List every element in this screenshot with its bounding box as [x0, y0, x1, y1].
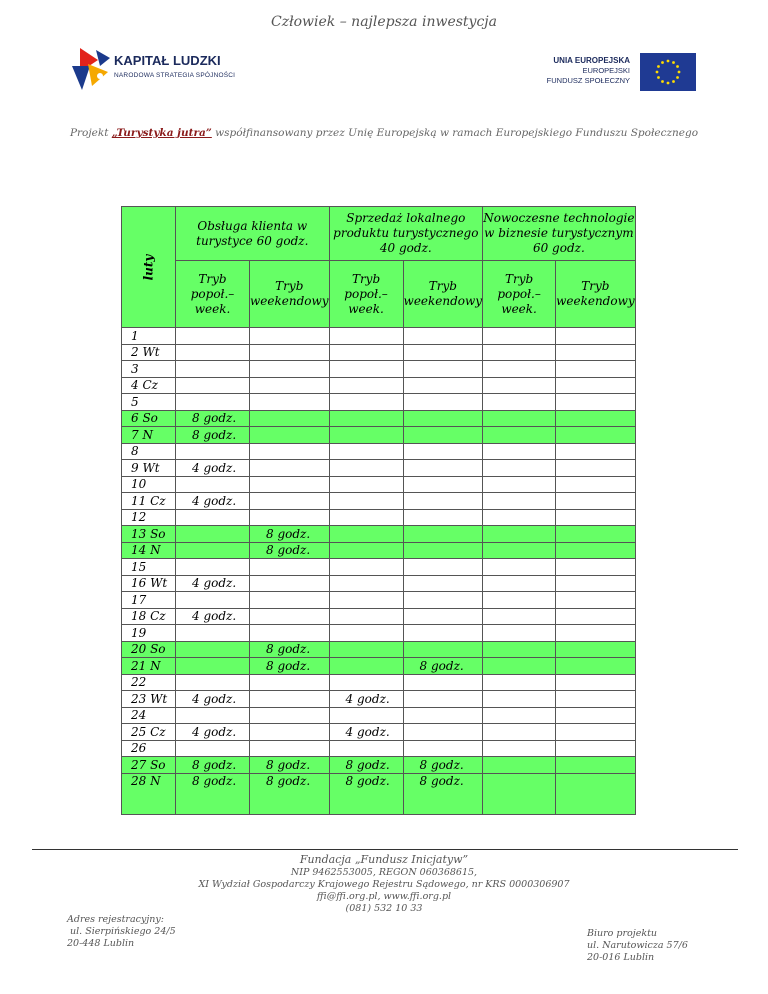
footer-office-address	[587, 928, 688, 964]
footer-reg-address	[67, 914, 176, 950]
schedule-cell	[556, 410, 636, 427]
page-header-title: Człowiek – najlepsza inwestycja	[271, 14, 497, 30]
month-label: luty	[141, 254, 155, 280]
project-line	[0, 127, 768, 139]
schedule-cell	[483, 608, 556, 625]
schedule-cell	[176, 542, 250, 559]
schedule-cell: 8 godz.	[250, 641, 330, 658]
schedule-cell	[556, 542, 636, 559]
schedule-cell	[403, 625, 483, 642]
day-row	[122, 773, 636, 814]
day-label: 4 Cz	[122, 377, 176, 394]
schedule-cell	[483, 427, 556, 444]
schedule-cell	[483, 509, 556, 526]
schedule-cell	[556, 526, 636, 543]
schedule-cell	[483, 740, 556, 757]
schedule-cell	[329, 460, 403, 477]
schedule-cell	[176, 476, 250, 493]
day-row	[122, 542, 636, 559]
day-row	[122, 691, 636, 708]
day-row	[122, 674, 636, 691]
schedule-cell	[329, 443, 403, 460]
schedule-cell	[483, 575, 556, 592]
day-row	[122, 410, 636, 427]
schedule-cell	[250, 575, 330, 592]
schedule-cell	[176, 328, 250, 345]
day-row	[122, 559, 636, 576]
schedule-cell	[329, 740, 403, 757]
day-row	[122, 344, 636, 361]
schedule-cell: 4 godz.	[176, 608, 250, 625]
schedule-table	[121, 206, 636, 815]
schedule-cell	[250, 394, 330, 411]
schedule-cell: 8 godz.	[403, 658, 483, 675]
schedule-cell	[250, 476, 330, 493]
schedule-cell	[329, 674, 403, 691]
schedule-cell	[329, 328, 403, 345]
eu-star-icon	[661, 61, 664, 64]
schedule-cell	[329, 526, 403, 543]
schedule-cell	[329, 377, 403, 394]
day-label: 16 Wt	[122, 575, 176, 592]
schedule-cell	[556, 740, 636, 757]
eu-label	[520, 56, 630, 86]
mode-header: Tryb weekendowy	[403, 261, 483, 328]
schedule-cell	[250, 707, 330, 724]
schedule-cell: 4 godz.	[329, 724, 403, 741]
schedule-cell	[250, 509, 330, 526]
schedule-cell: 8 godz.	[403, 757, 483, 774]
schedule-cell	[329, 394, 403, 411]
schedule-cell	[403, 707, 483, 724]
day-label: 19	[122, 625, 176, 642]
schedule-cell: 8 godz.	[176, 427, 250, 444]
mode-header: Tryb popoł.–week.	[329, 261, 403, 328]
schedule-cell: 8 godz.	[329, 773, 403, 814]
schedule-cell	[176, 740, 250, 757]
schedule-cell	[250, 328, 330, 345]
schedule-cell	[556, 344, 636, 361]
reg-city: 20-448 Lublin	[67, 938, 135, 949]
day-label: 13 So	[122, 526, 176, 543]
office-city: 20-016 Lublin	[587, 952, 655, 963]
footer-nip: NIP 9462553005, REGON 060368615,	[290, 867, 478, 878]
schedule-cell: 4 godz.	[176, 691, 250, 708]
schedule-cell	[176, 592, 250, 609]
schedule-cell	[483, 328, 556, 345]
schedule-cell: 8 godz.	[176, 773, 250, 814]
reg-street: ul. Sierpińskiego 24/5	[67, 926, 176, 937]
schedule-cell	[556, 724, 636, 741]
schedule-cell	[250, 377, 330, 394]
eu-star-icon	[672, 80, 675, 83]
schedule-cell	[556, 641, 636, 658]
footer-contact: ffi@ffi.org.pl, www.ffi.org.pl	[316, 891, 452, 902]
schedule-cell: 8 godz.	[250, 773, 330, 814]
schedule-cell	[250, 344, 330, 361]
schedule-cell	[556, 658, 636, 675]
schedule-cell	[556, 443, 636, 460]
schedule-cell	[483, 377, 556, 394]
eu-star-icon	[676, 65, 679, 68]
schedule-cell	[250, 361, 330, 378]
footer-divider	[32, 849, 738, 850]
schedule-cell	[483, 773, 556, 814]
schedule-cell	[176, 509, 250, 526]
project-suffix: współfinansowany przez Unię Europejską w ramach Europejskiego Funduszu Społecznego	[211, 127, 699, 139]
day-row	[122, 328, 636, 345]
day-label: 2 Wt	[122, 344, 176, 361]
schedule-cell	[250, 674, 330, 691]
day-label: 26	[122, 740, 176, 757]
schedule-cell	[556, 608, 636, 625]
schedule-cell	[403, 443, 483, 460]
kapital-ludzki-subtitle: NARODOWA STRATEGIA SPÓJNOŚCI	[114, 72, 236, 79]
schedule-cell	[329, 542, 403, 559]
reg-title: Adres rejestracyjny:	[67, 914, 164, 925]
schedule-cell	[403, 476, 483, 493]
schedule-cell	[250, 559, 330, 576]
schedule-cell	[403, 542, 483, 559]
day-row	[122, 707, 636, 724]
schedule-cell: 8 godz.	[250, 658, 330, 675]
schedule-cell	[329, 592, 403, 609]
schedule-cell	[483, 410, 556, 427]
day-label: 12	[122, 509, 176, 526]
footer-phone: (081) 532 10 33	[345, 903, 423, 914]
schedule-cell: 4 godz.	[176, 493, 250, 510]
month-cell	[122, 207, 176, 328]
project-prefix: Projekt	[69, 127, 112, 139]
day-row	[122, 460, 636, 477]
schedule-cell	[483, 526, 556, 543]
schedule-cell	[250, 740, 330, 757]
day-row	[122, 641, 636, 658]
mode-header: Tryb popoł.–week.	[176, 261, 250, 328]
schedule-cell	[329, 344, 403, 361]
mode-header: Tryb weekendowy	[250, 261, 330, 328]
schedule-cell	[403, 641, 483, 658]
schedule-cell	[176, 658, 250, 675]
schedule-cell: 4 godz.	[176, 575, 250, 592]
schedule-cell	[329, 707, 403, 724]
footer-center	[0, 852, 768, 915]
schedule-cell	[483, 476, 556, 493]
schedule-cell	[403, 377, 483, 394]
schedule-cell	[329, 575, 403, 592]
schedule-cell	[403, 724, 483, 741]
footer-org: Fundacja „Fundusz Inicjatyw”	[299, 853, 469, 866]
schedule-cell	[329, 559, 403, 576]
schedule-cell	[250, 493, 330, 510]
schedule-cell	[556, 361, 636, 378]
day-label: 5	[122, 394, 176, 411]
schedule-cell	[556, 773, 636, 814]
eu-star-icon	[672, 61, 675, 64]
schedule-cell	[403, 460, 483, 477]
schedule-cell	[483, 493, 556, 510]
schedule-cell	[403, 427, 483, 444]
schedule-cell	[329, 476, 403, 493]
day-row	[122, 608, 636, 625]
footer-krs: XI Wydział Gospodarczy Krajowego Rejestru Sądowego, nr KRS 0000306907	[198, 879, 570, 890]
schedule-cell: 8 godz.	[403, 773, 483, 814]
mode-header: Tryb popoł.–week.	[483, 261, 556, 328]
day-row	[122, 658, 636, 675]
schedule-cell: 8 godz.	[250, 542, 330, 559]
schedule-cell	[556, 427, 636, 444]
schedule-cell	[176, 443, 250, 460]
schedule-cell: 4 godz.	[329, 691, 403, 708]
schedule-cell	[329, 509, 403, 526]
schedule-cell	[403, 344, 483, 361]
schedule-cell	[483, 344, 556, 361]
day-label: 8	[122, 443, 176, 460]
schedule-cell: 8 godz.	[250, 526, 330, 543]
day-row	[122, 740, 636, 757]
course-header: Obsługa klienta w turystyce 60 godz.	[176, 207, 330, 261]
eu-star-icon	[657, 65, 660, 68]
project-name: „Turystyka jutra”	[111, 127, 212, 139]
schedule-cell	[403, 740, 483, 757]
schedule-cell	[556, 328, 636, 345]
schedule-cell	[250, 427, 330, 444]
day-label: 7 N	[122, 427, 176, 444]
eu-line-3: FUNDUSZ SPOŁECZNY	[546, 76, 630, 85]
schedule-cell	[329, 608, 403, 625]
schedule-cell	[483, 542, 556, 559]
day-label: 15	[122, 559, 176, 576]
eu-star-icon	[661, 80, 664, 83]
eu-star-icon	[667, 82, 670, 85]
schedule-cell	[556, 460, 636, 477]
schedule-cell	[176, 394, 250, 411]
schedule-cell	[483, 641, 556, 658]
schedule-cell	[403, 526, 483, 543]
day-label: 28 N	[122, 773, 176, 814]
schedule-cell	[556, 493, 636, 510]
day-label: 18 Cz	[122, 608, 176, 625]
schedule-cell	[483, 361, 556, 378]
schedule-cell	[483, 707, 556, 724]
day-row	[122, 509, 636, 526]
day-row	[122, 757, 636, 774]
schedule-cell	[556, 394, 636, 411]
schedule-cell	[483, 674, 556, 691]
schedule-cell	[403, 394, 483, 411]
day-label: 21 N	[122, 658, 176, 675]
schedule-cell	[556, 377, 636, 394]
schedule-cell	[329, 625, 403, 642]
schedule-cell	[329, 361, 403, 378]
office-street: ul. Narutowicza 57/6	[587, 940, 688, 951]
schedule-cell	[483, 443, 556, 460]
day-label: 20 So	[122, 641, 176, 658]
schedule-cell	[329, 493, 403, 510]
schedule-cell	[556, 559, 636, 576]
schedule-cell	[403, 493, 483, 510]
schedule-cell	[176, 674, 250, 691]
day-label: 9 Wt	[122, 460, 176, 477]
day-label: 14 N	[122, 542, 176, 559]
schedule-cell	[483, 658, 556, 675]
schedule-cell	[556, 707, 636, 724]
schedule-cell	[329, 427, 403, 444]
schedule-cell	[176, 641, 250, 658]
schedule-cell	[250, 625, 330, 642]
eu-star-icon	[667, 60, 670, 63]
schedule-cell	[556, 757, 636, 774]
schedule-cell	[556, 592, 636, 609]
day-label: 10	[122, 476, 176, 493]
schedule-cell	[483, 394, 556, 411]
schedule-cell	[556, 625, 636, 642]
schedule-cell	[403, 410, 483, 427]
schedule-cell: 4 godz.	[176, 460, 250, 477]
day-label: 22	[122, 674, 176, 691]
day-row	[122, 361, 636, 378]
schedule-cell: 8 godz.	[176, 757, 250, 774]
kapital-ludzki-name: KAPITAŁ LUDZKI	[114, 53, 221, 68]
schedule-cell	[176, 361, 250, 378]
eu-flag-icon	[640, 53, 696, 91]
schedule-cell	[329, 658, 403, 675]
schedule-cell	[556, 476, 636, 493]
schedule-cell: 8 godz.	[329, 757, 403, 774]
schedule-cell	[250, 592, 330, 609]
schedule-cell	[176, 377, 250, 394]
day-label: 1	[122, 328, 176, 345]
schedule-cell	[403, 509, 483, 526]
day-label: 11 Cz	[122, 493, 176, 510]
schedule-cell	[403, 691, 483, 708]
schedule-cell	[250, 724, 330, 741]
schedule-cell	[250, 443, 330, 460]
schedule-cell: 4 godz.	[176, 724, 250, 741]
schedule-cell	[483, 592, 556, 609]
mode-header-row	[122, 261, 636, 328]
schedule-cell	[250, 460, 330, 477]
schedule-cell	[483, 559, 556, 576]
schedule-cell	[483, 625, 556, 642]
day-row	[122, 526, 636, 543]
schedule-cell	[483, 691, 556, 708]
schedule-cell	[403, 328, 483, 345]
schedule-cell	[176, 625, 250, 642]
course-header: Nowoczesne technologie w biznesie turystycznym 60 godz.	[483, 207, 636, 261]
schedule-cell: 8 godz.	[250, 757, 330, 774]
schedule-cell	[556, 674, 636, 691]
day-row	[122, 476, 636, 493]
schedule-cell	[403, 608, 483, 625]
day-label: 27 So	[122, 757, 176, 774]
eu-star-icon	[657, 76, 660, 79]
day-row	[122, 724, 636, 741]
schedule-cell	[250, 691, 330, 708]
day-row	[122, 575, 636, 592]
day-row	[122, 592, 636, 609]
schedule-cell	[250, 608, 330, 625]
course-header: Sprzedaż lokalnego produktu turystycznego 40 godz.	[329, 207, 483, 261]
schedule-cell	[556, 691, 636, 708]
day-label: 23 Wt	[122, 691, 176, 708]
mode-header: Tryb weekendowy	[556, 261, 636, 328]
schedule-cell	[403, 575, 483, 592]
day-label: 6 So	[122, 410, 176, 427]
day-row	[122, 394, 636, 411]
day-row	[122, 427, 636, 444]
schedule-cell	[250, 410, 330, 427]
schedule-cell	[176, 707, 250, 724]
schedule-cell	[329, 641, 403, 658]
eu-line-1: UNIA EUROPEJSKA	[553, 56, 630, 65]
day-label: 3	[122, 361, 176, 378]
schedule-cell	[556, 509, 636, 526]
day-label: 25 Cz	[122, 724, 176, 741]
office-title: Biuro projektu	[587, 928, 658, 939]
schedule-cell	[329, 410, 403, 427]
schedule-cell	[403, 674, 483, 691]
eu-star-icon	[676, 76, 679, 79]
day-label: 17	[122, 592, 176, 609]
schedule-cell	[556, 575, 636, 592]
schedule-cell	[403, 361, 483, 378]
schedule-cell	[403, 559, 483, 576]
eu-star-icon	[656, 71, 659, 74]
course-header-row	[122, 207, 636, 261]
day-row	[122, 377, 636, 394]
schedule-cell	[176, 526, 250, 543]
schedule-cell	[403, 592, 483, 609]
eu-line-2: EUROPEJSKI	[582, 66, 630, 75]
schedule-cell	[483, 757, 556, 774]
day-row	[122, 443, 636, 460]
day-row	[122, 493, 636, 510]
schedule-cell	[483, 460, 556, 477]
schedule-cell	[176, 559, 250, 576]
day-label: 24	[122, 707, 176, 724]
schedule-cell: 8 godz.	[176, 410, 250, 427]
schedule-cell	[176, 344, 250, 361]
eu-star-icon	[678, 71, 681, 74]
schedule-cell	[483, 724, 556, 741]
day-row	[122, 625, 636, 642]
